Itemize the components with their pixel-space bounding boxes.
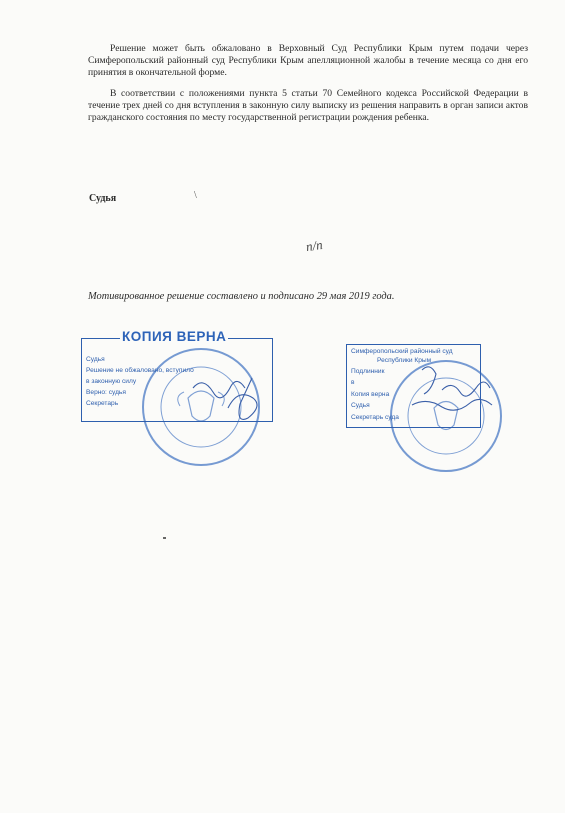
left-stamp-row: Судья — [86, 356, 105, 363]
judge-label: Судья — [89, 193, 117, 204]
left-stamp-row: в законную силу — [86, 378, 137, 385]
right-stamp-row: Республики Крым — [377, 357, 432, 364]
right-stamp-signature — [392, 360, 502, 430]
right-stamp-row: в — [351, 379, 355, 386]
left-stamp-row: Верно: судья — [86, 389, 126, 396]
left-stamp-signature — [188, 368, 268, 428]
right-stamp-row: Копия верна — [351, 391, 390, 398]
motivated-decision-note: Мотивированное решение составлено и подписано 29 мая 2019 года. — [88, 291, 395, 302]
registry-text: В соответствии с положениями пункта 5 статьи 70 Семейного кодекса Российской Федерации в течение трех дней со дня вступления в законную силу выписку из решения направить в орган записи актов гражданского состояния по месту государственной регистрации рождения ребенка. — [88, 88, 528, 123]
judge-mark: \ — [194, 190, 197, 201]
signature-note: п/п — [304, 236, 324, 255]
left-stamp-row: Секретарь — [86, 400, 119, 407]
left-stamp-row: Решение не обжаловано, вступило — [86, 367, 194, 374]
right-stamp-row: Симферопольский районный суд — [351, 348, 453, 355]
left-stamp-title: КОПИЯ ВЕРНА — [122, 329, 227, 344]
right-stamp-row: Судья — [351, 402, 370, 409]
appeal-paragraph — [88, 43, 528, 79]
right-stamp-row: Секретарь суда — [351, 414, 399, 421]
appeal-text: Решение может быть обжаловано в Верховный Суд Республики Крым путем подачи через Симферопольский районный суд Республики Крым апелляционной жалобы в течение месяца со дня его принятия в окончательной форме. — [88, 43, 528, 78]
registry-paragraph — [88, 88, 528, 124]
stray-mark — [163, 537, 166, 539]
right-stamp-row: Подлинник — [351, 368, 385, 375]
